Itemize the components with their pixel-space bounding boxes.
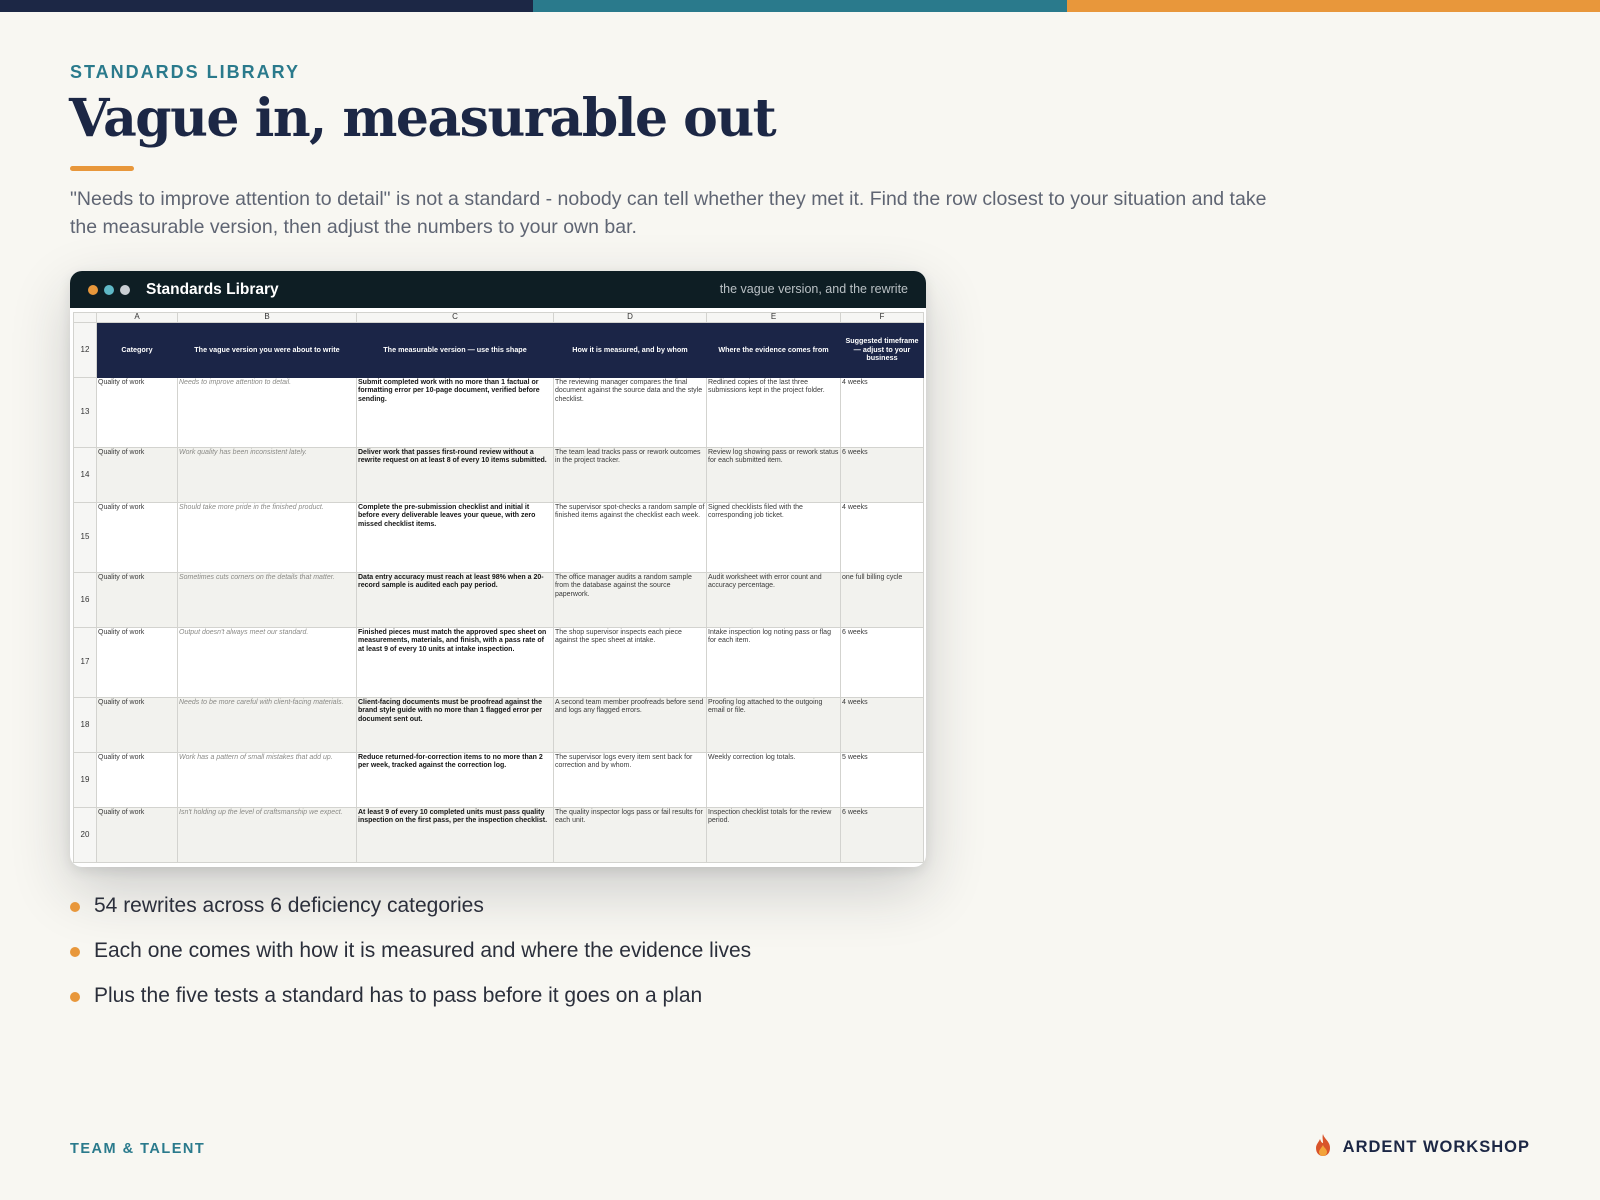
table-row <box>74 448 924 503</box>
cell-timeframe[interactable]: 6 weeks <box>841 448 924 503</box>
section-eyebrow: STANDARDS LIBRARY <box>70 62 300 82</box>
footer-brand <box>1313 1133 1530 1162</box>
table-row <box>74 378 924 448</box>
cell-evidence[interactable]: Review log showing pass or rework status for each submitted item. <box>707 448 841 503</box>
row-number[interactable]: 16 <box>74 573 97 628</box>
cell-vague[interactable]: Isn't holding up the level of craftsmanship we expect. <box>178 808 357 863</box>
cell-vague[interactable]: Work has a pattern of small mistakes that add up. <box>178 753 357 808</box>
cell-category[interactable]: Quality of work <box>97 503 178 573</box>
window-title: Standards Library <box>146 280 279 298</box>
cell-vague[interactable]: Needs to be more careful with client-facing materials. <box>178 698 357 753</box>
column-letter[interactable]: A <box>97 313 178 323</box>
cell-timeframe[interactable]: 5 weeks <box>841 753 924 808</box>
corner-cell[interactable] <box>74 313 97 323</box>
header-timeframe[interactable]: Suggested timeframe — adjust to your business <box>841 323 924 378</box>
cell-measurable[interactable]: Submit completed work with no more than 1 factual or formatting error per 10-page document, verified before sending. <box>357 378 554 448</box>
cell-measurable[interactable]: Complete the pre-submission checklist and initial it before every deliverable leaves your queue, with zero missed checklist items. <box>357 503 554 573</box>
row-number[interactable]: 20 <box>74 808 97 863</box>
cell-timeframe[interactable]: 6 weeks <box>841 628 924 698</box>
cell-measurable[interactable]: At least 9 of every 10 completed units must pass quality inspection on the first pass, per the inspection checklist. <box>357 808 554 863</box>
row-number[interactable]: 12 <box>74 323 97 378</box>
feature-list <box>70 893 751 1028</box>
cell-evidence[interactable]: Inspection checklist totals for the review period. <box>707 808 841 863</box>
row-number[interactable]: 18 <box>74 698 97 753</box>
window-titlebar <box>70 271 926 308</box>
table-header-row <box>74 323 924 378</box>
cell-measured-by[interactable]: The team lead tracks pass or rework outcomes in the project tracker. <box>554 448 707 503</box>
cell-vague[interactable]: Sometimes cuts corners on the details that matter. <box>178 573 357 628</box>
column-letter[interactable]: D <box>554 313 707 323</box>
cell-measured-by[interactable]: A second team member proofreads before send and logs any flagged errors. <box>554 698 707 753</box>
row-number[interactable]: 15 <box>74 503 97 573</box>
cell-category[interactable]: Quality of work <box>97 808 178 863</box>
cell-vague[interactable]: Needs to improve attention to detail. <box>178 378 357 448</box>
header-measurable[interactable]: The measurable version — use this shape <box>357 323 554 378</box>
cell-vague[interactable]: Work quality has been inconsistent lately. <box>178 448 357 503</box>
cell-vague[interactable]: Should take more pride in the finished product. <box>178 503 357 573</box>
bullet-text: Each one comes with how it is measured and where the evidence lives <box>94 939 752 962</box>
header-evidence[interactable]: Where the evidence comes from <box>707 323 841 378</box>
table-row <box>74 808 924 863</box>
cell-timeframe[interactable]: 4 weeks <box>841 378 924 448</box>
cell-measurable[interactable]: Finished pieces must match the approved spec sheet on measurements, materials, and finish, with a pass rate of at least 9 of every 10 units at intake inspection. <box>357 628 554 698</box>
cell-evidence[interactable]: Proofing log attached to the outgoing email or file. <box>707 698 841 753</box>
cell-vague[interactable]: Output doesn't always meet our standard. <box>178 628 357 698</box>
standards-sheet <box>73 312 924 863</box>
window-dot-teal <box>104 285 114 295</box>
cell-timeframe[interactable]: one full billing cycle <box>841 573 924 628</box>
column-letter[interactable]: C <box>357 313 554 323</box>
cell-measured-by[interactable]: The reviewing manager compares the final document against the source data and the style checklist. <box>554 378 707 448</box>
cell-evidence[interactable]: Weekly correction log totals. <box>707 753 841 808</box>
cell-measured-by[interactable]: The office manager audits a random sample from the database against the source paperwork. <box>554 573 707 628</box>
page-title: Vague in, measurable out <box>69 88 776 149</box>
footer-section-label: TEAM & TALENT <box>70 1141 206 1157</box>
list-item <box>70 983 751 1009</box>
table-row <box>74 628 924 698</box>
cell-measured-by[interactable]: The quality inspector logs pass or fail results for each unit. <box>554 808 707 863</box>
window-dot-grey <box>120 285 130 295</box>
bullet-dot <box>70 992 80 1002</box>
cell-measured-by[interactable]: The shop supervisor inspects each piece against the spec sheet at intake. <box>554 628 707 698</box>
row-number[interactable]: 14 <box>74 448 97 503</box>
cell-measured-by[interactable]: The supervisor spot-checks a random sample of finished items against the checklist each week. <box>554 503 707 573</box>
cell-category[interactable]: Quality of work <box>97 573 178 628</box>
top-color-stripe <box>0 0 1600 12</box>
title-underline <box>70 166 134 171</box>
cell-category[interactable]: Quality of work <box>97 628 178 698</box>
cell-evidence[interactable]: Intake inspection log noting pass or flag for each item. <box>707 628 841 698</box>
window-dot-orange <box>88 285 98 295</box>
column-letter-row <box>74 313 924 323</box>
bullet-dot <box>70 902 80 912</box>
table-row <box>74 573 924 628</box>
table-row <box>74 698 924 753</box>
cell-timeframe[interactable]: 4 weeks <box>841 698 924 753</box>
row-number[interactable]: 13 <box>74 378 97 448</box>
column-letter[interactable]: B <box>178 313 357 323</box>
cell-category[interactable]: Quality of work <box>97 753 178 808</box>
stripe-teal <box>533 0 1066 12</box>
cell-timeframe[interactable]: 4 weeks <box>841 503 924 573</box>
cell-measurable[interactable]: Data entry accuracy must reach at least 98% when a 20-record sample is audited each pay period. <box>357 573 554 628</box>
table-row <box>74 503 924 573</box>
flame-icon <box>1313 1133 1333 1162</box>
stripe-orange <box>1067 0 1600 12</box>
cell-evidence[interactable]: Signed checklists filed with the corresponding job ticket. <box>707 503 841 573</box>
cell-evidence[interactable]: Audit worksheet with error count and accuracy percentage. <box>707 573 841 628</box>
cell-timeframe[interactable]: 6 weeks <box>841 808 924 863</box>
column-letter[interactable]: F <box>841 313 924 323</box>
list-item <box>70 893 751 919</box>
spreadsheet-window <box>70 271 926 867</box>
header-category[interactable]: Category <box>97 323 178 378</box>
cell-measured-by[interactable]: The supervisor logs every item sent back for correction and by whom. <box>554 753 707 808</box>
header-vague[interactable]: The vague version you were about to write <box>178 323 357 378</box>
row-number[interactable]: 17 <box>74 628 97 698</box>
table-row <box>74 753 924 808</box>
brand-name: ARDENT WORKSHOP <box>1342 1138 1530 1156</box>
list-item <box>70 938 751 964</box>
row-number[interactable]: 19 <box>74 753 97 808</box>
cell-evidence[interactable]: Redlined copies of the last three submissions kept in the project folder. <box>707 378 841 448</box>
bullet-dot <box>70 947 80 957</box>
intro-paragraph: "Needs to improve attention to detail" is not a standard - nobody can tell whether they met it. Find the row closest to your situation and take the measurable version, then adjust the numbers to your own bar. <box>70 188 1267 238</box>
cell-category[interactable]: Quality of work <box>97 698 178 753</box>
cell-measurable[interactable]: Deliver work that passes first-round review without a rewrite request on at least 8 of every 10 items submitted. <box>357 448 554 503</box>
bullet-text: 54 rewrites across 6 deficiency categories <box>94 894 484 917</box>
stripe-navy <box>0 0 533 12</box>
cell-measurable[interactable]: Client-facing documents must be proofread against the brand style guide with no more than 1 flagged error per document sent out. <box>357 698 554 753</box>
bullet-text: Plus the five tests a standard has to pass before it goes on a plan <box>94 984 703 1007</box>
column-letter[interactable]: E <box>707 313 841 323</box>
cell-category[interactable]: Quality of work <box>97 378 178 448</box>
cell-measurable[interactable]: Reduce returned-for-correction items to no more than 2 per week, tracked against the correction log. <box>357 753 554 808</box>
header-measured-by[interactable]: How it is measured, and by whom <box>554 323 707 378</box>
window-subtitle: the vague version, and the rewrite <box>719 282 908 296</box>
cell-category[interactable]: Quality of work <box>97 448 178 503</box>
